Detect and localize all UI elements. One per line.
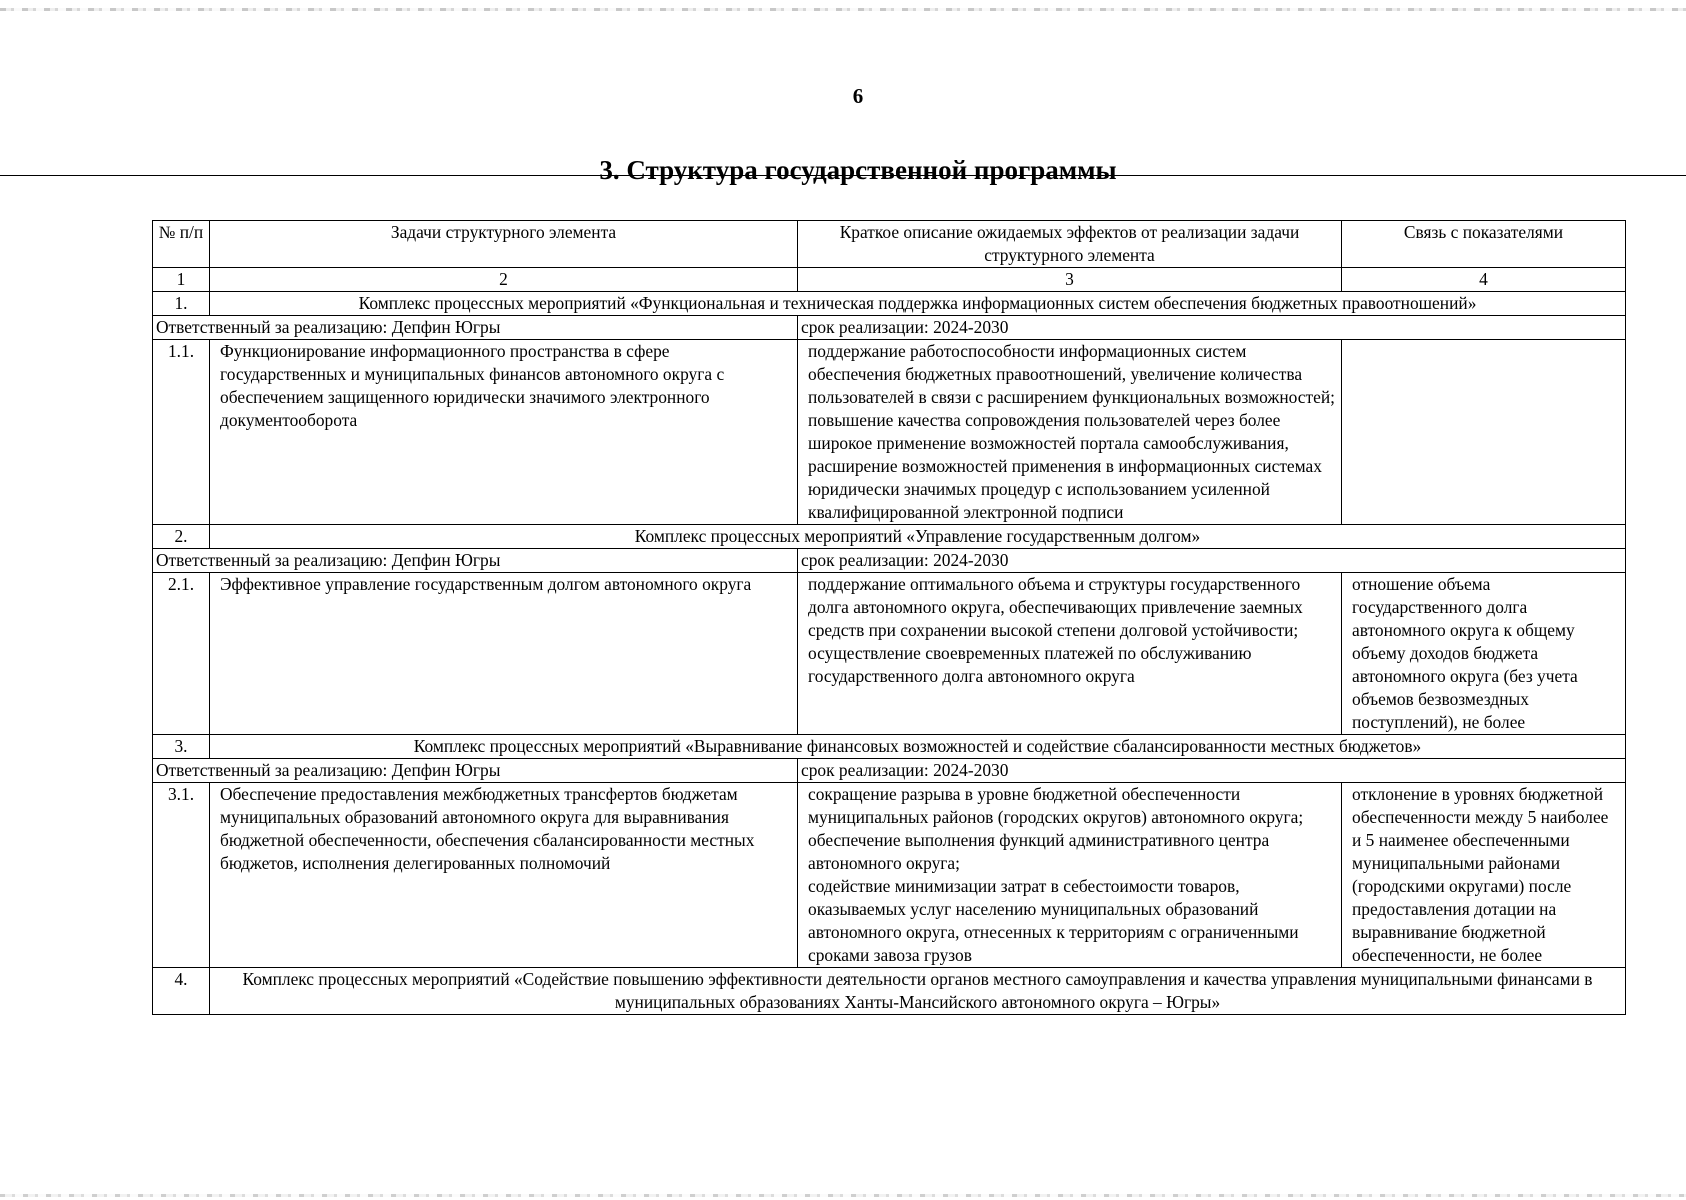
effect-item: поддержание оптимального объема и структуры государственного долга автономного округа, обеспечивающих привлечение заемных средств при сохранении высокой степени долговой устойчивости; — [808, 574, 1303, 640]
complex-title: Комплекс процессных мероприятий «Управление государственным долгом» — [210, 525, 1626, 549]
responsible-row — [153, 549, 1626, 573]
complex-row — [153, 968, 1626, 1015]
responsible-text: Ответственный за реализацию: Депфин Югры — [153, 759, 798, 783]
effect-item: повышение качества сопровождения пользователей через более широкое применение возможностей портала самообслуживания, расширение возможностей применения в информационных системах юридически значимых процедур с использованием усиленной квалифицированной электронной подписи — [808, 410, 1322, 522]
task-indicators: отклонение в уровнях бюджетной обеспеченности между 5 наиболее и 5 наименее обеспеченными муниципальными районами (городскими округами) после предоставления дотации на выравнивание бюджетной обеспеченности, не более — [1342, 783, 1626, 968]
page-number: 6 — [852, 84, 864, 108]
header-tasks: Задачи структурного элемента — [210, 221, 798, 268]
column-number-row — [153, 268, 1626, 292]
task-num: 3.1. — [153, 783, 210, 968]
effect-item: осуществление своевременных платежей по обслуживанию государственного долга автономного округа — [808, 643, 1252, 686]
responsible-text: Ответственный за реализацию: Депфин Югры — [153, 316, 798, 340]
complex-row — [153, 292, 1626, 316]
task-indicators — [1342, 340, 1626, 525]
task-text: Функционирование информационного пространства в сфере государственных и муниципальных финансов автономного округа с обеспечением защищенного юридически значимого электронного документооборота — [210, 340, 798, 525]
task-text: Эффективное управление государственным долгом автономного округа — [210, 573, 798, 735]
task-effects — [798, 340, 1342, 525]
effect-item: поддержание работоспособности информационных систем обеспечения бюджетных правоотношений, увеличение количества пользователей в связи с расширением функциональных возможностей; — [808, 341, 1335, 407]
responsible-row — [153, 316, 1626, 340]
complex-title: Комплекс процессных мероприятий «Содействие повышению эффективности деятельности органов местного самоуправления и качества управления муниципальными финансами в муниципальных образованиях Ханты-Мансийского автономного округа – Югры» — [210, 968, 1626, 1015]
column-number: 4 — [1342, 268, 1626, 292]
complex-row — [153, 525, 1626, 549]
complex-title: Комплекс процессных мероприятий «Функциональная и техническая поддержка информационных систем обеспечения бюджетных правоотношений» — [210, 292, 1626, 316]
effect-item: сокращение разрыва в уровне бюджетной обеспеченности муниципальных районов (городских округов) автономного округа; — [808, 784, 1304, 827]
header-effects: Краткое описание ожидаемых эффектов от реализации задачи структурного элемента — [798, 221, 1342, 268]
task-text: Обеспечение предоставления межбюджетных трансфертов бюджетам муниципальных образований автономного округа для выравнивания бюджетной обеспеченности, обеспечения сбалансированности местных бюджетов, исполнения делегированных полномочий — [210, 783, 798, 968]
complex-row — [153, 735, 1626, 759]
section-title: 3. Структура государственной программы — [599, 155, 1117, 185]
scan-edge-bottom — [0, 1194, 1686, 1197]
column-number: 3 — [798, 268, 1342, 292]
complex-num: 1. — [153, 292, 210, 316]
term-text: срок реализации: 2024-2030 — [798, 316, 1626, 340]
term-text: срок реализации: 2024-2030 — [798, 759, 1626, 783]
column-number: 2 — [210, 268, 798, 292]
task-num: 1.1. — [153, 340, 210, 525]
header-num: № п/п — [153, 221, 210, 268]
task-effects — [798, 573, 1342, 735]
term-text: срок реализации: 2024-2030 — [798, 549, 1626, 573]
header-indicators: Связь с показателями — [1342, 221, 1626, 268]
responsible-row — [153, 759, 1626, 783]
table-header-row — [153, 221, 1626, 268]
task-num: 2.1. — [153, 573, 210, 735]
complex-title: Комплекс процессных мероприятий «Выравнивание финансовых возможностей и содействие сбалансированности местных бюджетов» — [210, 735, 1626, 759]
program-structure-table — [152, 220, 1626, 1015]
effect-item: обеспечение выполнения функций административного центра автономного округа; — [808, 830, 1270, 873]
complex-num: 2. — [153, 525, 210, 549]
scan-edge-top — [0, 8, 1686, 11]
task-row — [153, 340, 1626, 525]
responsible-text: Ответственный за реализацию: Депфин Югры — [153, 549, 798, 573]
task-indicators: отношение объема государственного долга автономного округа к общему объему доходов бюджета автономного округа (без учета объемов безвозмездных поступлений), не более — [1342, 573, 1626, 735]
task-row — [153, 783, 1626, 968]
complex-num: 3. — [153, 735, 210, 759]
complex-num: 4. — [153, 968, 210, 1015]
effect-item: содействие минимизации затрат в себестоимости товаров, оказываемых услуг населению муниципальных образований автономного округа, отнесенных к территориям с ограниченными сроками завоза грузов — [808, 876, 1299, 965]
task-effects — [798, 783, 1342, 968]
column-number: 1 — [153, 268, 210, 292]
task-row — [153, 573, 1626, 735]
